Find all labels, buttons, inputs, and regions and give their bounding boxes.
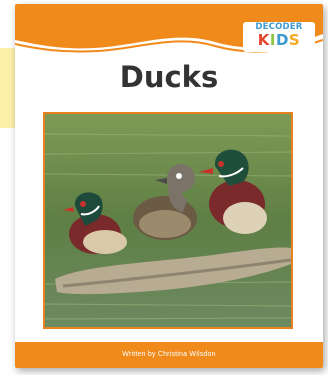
logo-kids-text [243, 32, 315, 49]
cover-photo-ducks [43, 112, 293, 329]
book-cover [15, 4, 323, 368]
book-title: Ducks [119, 60, 219, 94]
logo-decoder-text: DECODER [255, 22, 303, 32]
logo-letter-d: D [275, 31, 289, 49]
logo-letter-k: K [257, 31, 270, 49]
cover-footer-credit: Written by Christina Wilsdon [15, 342, 323, 368]
decoder-kids-logo [243, 22, 315, 52]
logo-letter-s: S [288, 31, 301, 49]
duck-illustration [45, 114, 291, 327]
logo-letter-i: I [269, 31, 276, 49]
